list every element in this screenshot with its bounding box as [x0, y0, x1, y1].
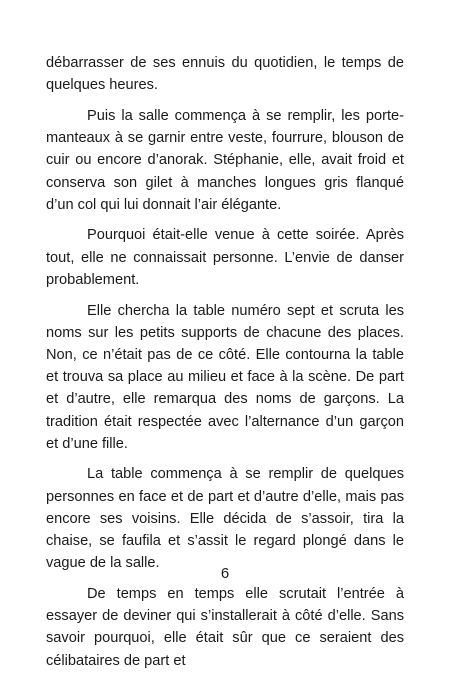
paragraph: Elle chercha la table numéro sept et scruta les noms sur les petits supports de chacune des places. Non, ce n’était pas de ce côté. Elle contourna la table et trouva sa place au milieu et face à la scène. De part et d’autre, elle remarqua des noms de garçons. La tradition était respectée avec l’alternance d’un garçon et d’une fille. — [46, 302, 404, 452]
paragraph-continuation: débarrasser de ses ennuis du quotidien, le temps de quelques heures. — [46, 55, 404, 94]
paragraph: De temps en temps elle scrutait l’entrée à essayer de deviner qui s’installerait à côté d’elle. Sans savoir pourquoi, elle était sûr que ce seraient des célibataires de part et — [46, 585, 404, 669]
paragraph: Puis la salle commença à se remplir, les porte-manteaux à se garnir entre veste, fourrure, blouson de cuir ou encore d’anorak. Stéphanie, elle, avait froid et conserva son gilet à manches longues gris flanqué d’un col qui lui donnait l’air élégante. — [46, 107, 404, 213]
page-number: 6 — [220, 565, 230, 582]
paragraph: Pourquoi était-elle venue à cette soirée. Après tout, elle ne connaissait personne. L’envie de danser probablement. — [46, 227, 404, 288]
body-text — [46, 52, 404, 680]
paragraph: La table commença à se remplir de quelques personnes en face et de part et d’autre d’elle, mais pas encore ses voisins. Elle décida de s’assoir, tira la chaise, se faufila et s’assit le regard plongé dans le vague de la salle. — [46, 466, 404, 572]
